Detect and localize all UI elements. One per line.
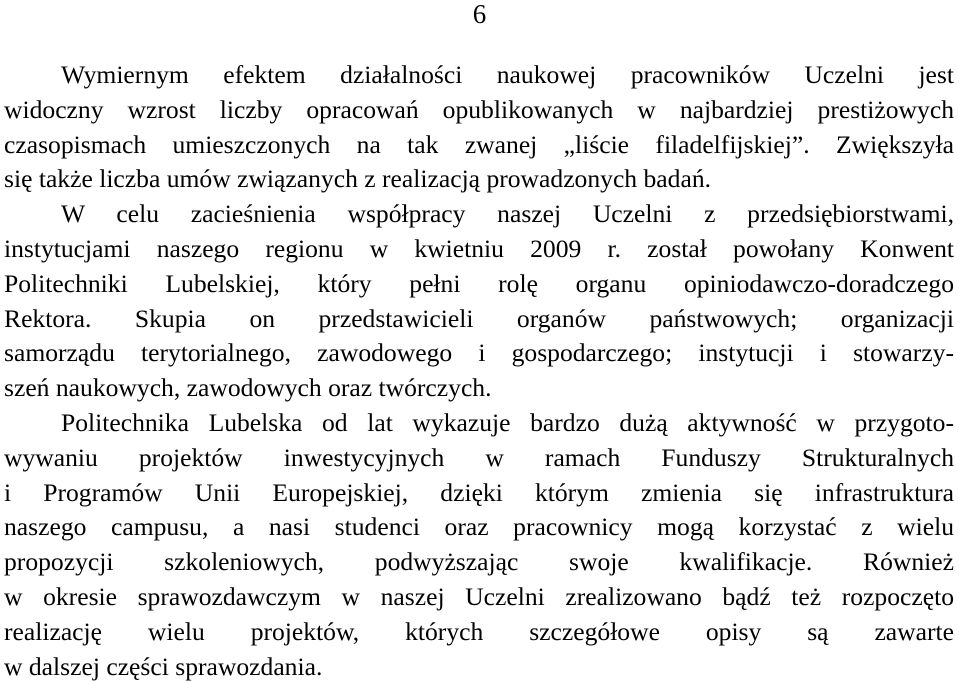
text-line: Wymiernym efektem działalności naukowej pracowników Uczelni jest	[61, 60, 954, 89]
text-line: wywaniu projektów inwestycyjnych w ramach Funduszy Strukturalnych	[4, 442, 954, 472]
text-line: samorządu terytorialnego, zawodowego i gospodarczego; instytucji i stowarzy-	[4, 338, 954, 368]
text-line: realizację wielu projektów, których szczegółowe opisy są zawarte	[4, 616, 954, 646]
text-line: w dalszej części sprawozdania.	[4, 651, 323, 681]
text-line: w okresie sprawozdawczym w naszej Uczelni zrealizowano bądź też rozpoczęto	[4, 581, 954, 611]
text-line: się także liczba umów związanych z realizacją prowadzonych badań.	[4, 164, 712, 194]
text-line: szeń naukowych, zawodowych oraz twórczych.	[4, 373, 492, 403]
page-number: 6	[472, 0, 487, 29]
text-line: naszego campusu, a nasi studenci oraz pracownicy mogą korzystać z wielu	[4, 512, 954, 542]
text-line: instytucjami naszego regionu w kwietniu 2009 r. został powołany Konwent	[4, 233, 954, 263]
text-line: czasopismach umieszczonych na tak zwanej „liście filadelfijskiej”. Zwiększyła	[4, 129, 954, 159]
text-line: Rektora. Skupia on przedstawicieli organów państwowych; organizacji	[4, 303, 954, 333]
text-line: Politechniki Lubelskiej, który pełni rolę organu opiniodawczo-doradczego	[4, 268, 954, 298]
document-body	[4, 58, 954, 684]
text-line: Politechnika Lubelska od lat wykazuje bardzo dużą aktywność w przygoto-	[61, 407, 954, 437]
text-line: widoczny wzrost liczby opracowań opublikowanych w najbardziej prestiżowych	[4, 94, 954, 124]
text-line: i Programów Unii Europejskiej, dzięki którym zmienia się infrastruktura	[4, 477, 954, 507]
text-line: W celu zacieśnienia współpracy naszej Uczelni z przedsiębiorstwami,	[61, 199, 954, 229]
text-line: propozycji szkoleniowych, podwyższając swoje kwalifikacje. Również	[4, 547, 954, 577]
